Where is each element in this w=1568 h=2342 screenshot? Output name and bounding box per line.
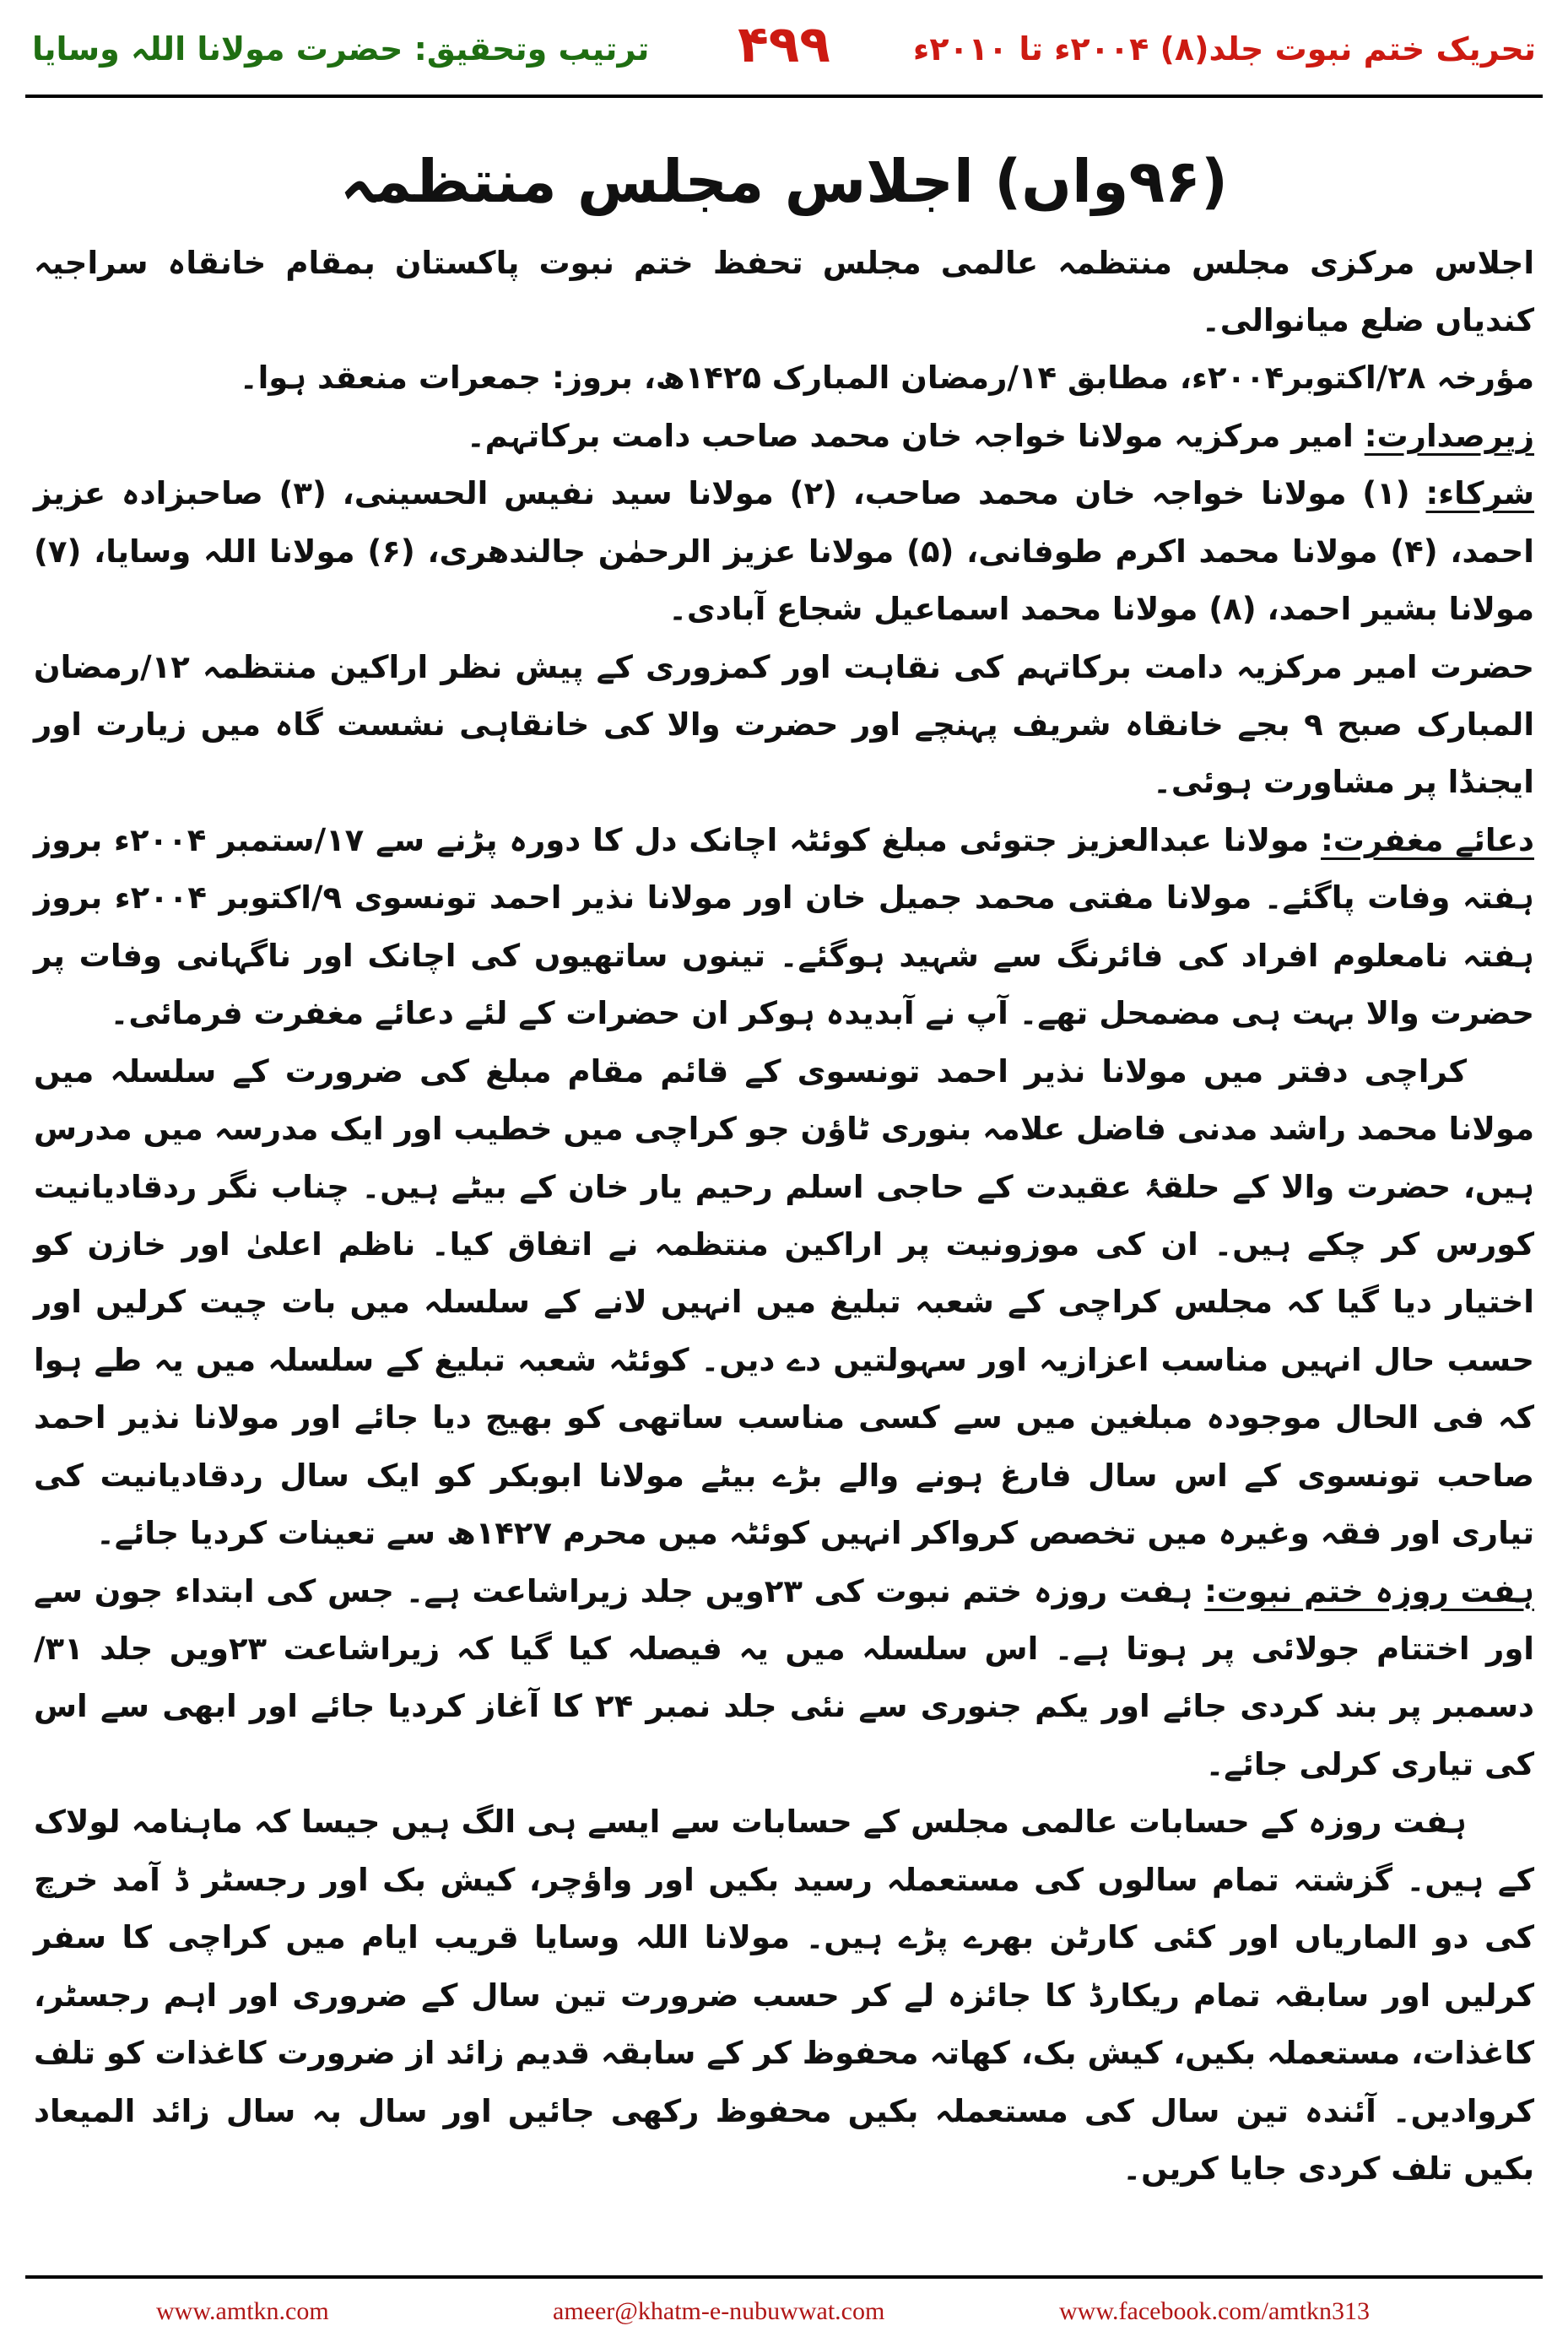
facebook-link[interactable]: www.facebook.com/amtkn313 <box>1059 2297 1370 2325</box>
paragraph-accounts <box>34 1793 1534 2198</box>
paragraph-label: ہفت روزہ ختم نبوت: <box>1204 1572 1534 1609</box>
header-author: ترتیب وتحقیق: حضرت مولانا اللہ وسایا <box>32 30 650 68</box>
website-link[interactable]: www.amtkn.com <box>156 2297 329 2325</box>
footer-divider <box>25 2275 1543 2279</box>
section-title: (۹۶واں) اجلاس مجلس منتظمہ <box>340 147 1228 216</box>
paragraph-venue <box>34 235 1534 350</box>
page-header <box>0 0 1568 114</box>
paragraph-label: زیرصدارت: <box>1364 417 1534 454</box>
paragraph-participants <box>34 465 1534 638</box>
paragraph-meeting-note <box>34 639 1534 812</box>
paragraph-label: شرکاء: <box>1425 475 1534 512</box>
email-link[interactable]: ameer@khatm-e-nubuwwat.com <box>553 2297 885 2325</box>
paragraph-text: کراچی دفتر میں مولانا نذیر احمد تونسوی کے قائم مقام مبلغ کی ضرورت کے سلسلہ میں مولانا محمد راشد مدنی فاضل علامہ بنوری ٹاؤن جو کراچی میں خطیب اور ایک مدرسہ میں مدرس ہیں، حضرت والا کے حلقۂ عقیدت کے حاجی اسلم رحیم یار خان کے بیٹے ہیں۔ چناب نگر ردقادیانیت کورس کر چکے ہیں۔ ان کی موزونیت پر اراکین منتظمہ نے اتفاق کیا۔ ناظم اعلیٰ اور خازن کو اختیار دیا گیا کہ مجلس کراچی کے شعبہ تبلیغ میں انہیں لانے کے سلسلہ میں بات چیت کرلیں اور حسب حال انہیں مناسب اعزازیہ اور سہولتیں دے دیں۔ کوئٹہ شعبہ تبلیغ کے سلسلہ میں یہ طے ہوا کہ فی الحال موجودہ مبلغین میں سے کسی مناسب ساتھی کو بھیج دیا جائے اور مولانا نذیر احمد صاحب تونسوی کے اس سال فارغ ہونے والے بڑے بیٹے مولانا ابوبکر کو ایک سال ردقادیانیت کی تیاری اور فقہ وغیرہ میں تخصص کرواکر انہیں کوئٹہ میں محرم ۱۴۲۷ھ سے تعینات کردیا جائے۔ <box>34 1052 1534 1552</box>
paragraph-text: مولانا عبدالعزیز جتوئی مبلغ کوئٹہ اچانک دل کا دورہ پڑنے سے ۱۷/ستمبر ۲۰۰۴ء بروز ہفتہ وفات پاگئے۔ مولانا مفتی محمد جمیل خان اور مولانا نذیر احمد تونسوی ۹/اکتوبر ۲۰۰۴ء بروز ہفتہ نامعلوم افراد کی فائرنگ سے شہید ہوگئے۔ تینوں ساتھیوں کی اچانک اور ناگہانی وفات پر حضرت والا بہت ہی مضمحل تھے۔ آپ نے آبدیدہ ہوکر ان حضرات کے لئے دعائے مغفرت فرمائی۔ <box>34 821 1534 1032</box>
page-number: ۴۹۹ <box>738 15 830 74</box>
paragraph-karachi-office <box>34 1043 1534 1563</box>
page-footer <box>0 2275 1568 2342</box>
paragraph-date <box>34 349 1534 407</box>
paragraph-text: ہفت روزہ ختم نبوت کی ۲۳ویں جلد زیراشاعت ہے۔ جس کی ابتداء جون سے اور اختتام جولائی پر ہوتا ہے۔ اس سلسلہ میں یہ فیصلہ کیا گیا کہ زیراشاعت ۲۳ویں جلد ۳۱/دسمبر پر بند کردی جائے اور یکم جنوری سے نئی جلد نمبر ۲۴ کا آغاز کردیا جائے اور ابھی سے اس کی تیاری کرلی جائے۔ <box>34 1572 1534 1782</box>
paragraph-prayer <box>34 812 1534 1043</box>
document-body <box>34 148 1534 2198</box>
paragraph-label: دعائے مغفرت: <box>1321 821 1534 858</box>
header-book-title: تحریک ختم نبوت جلد(۸) ۲۰۰۴ء تا ۲۰۱۰ء <box>912 30 1536 68</box>
header-divider <box>25 95 1543 98</box>
paragraph-text: حضرت امیر مرکزیہ دامت برکاتہم کی نقاہت اور کمزوری کے پیش نظر اراکین منتظمہ ۱۲/رمضان المبارک صبح ۹ بجے خانقاہ شریف پہنچے اور حضرت والا کی خانقاہی نشست گاہ میں زیارت اور ایجنڈا پر مشاورت ہوئی۔ <box>34 648 1534 801</box>
paragraph-weekly-magazine <box>34 1563 1534 1794</box>
paragraph-text: مؤرخہ ۲۸/اکتوبر۲۰۰۴ء، مطابق ۱۴/رمضان المبارک ۱۴۲۵ھ، بروز: جمعرات منعقد ہوا۔ <box>239 360 1534 397</box>
paragraph-text: (۱) مولانا خواجہ خان محمد صاحب، (۲) مولانا سید نفیس الحسینی، (۳) صاحبزادہ عزیز احمد، (۴) مولانا محمد اکرم طوفانی، (۵) مولانا عزیز الرحمٰن جالندھری، (۶) مولانا اللہ وسایا، (۷) مولانا بشیر احمد، (۸) مولانا محمد اسماعیل شجاع آبادی۔ <box>34 475 1534 628</box>
paragraph-text: ہفت روزہ کے حسابات عالمی مجلس کے حسابات سے ایسے ہی الگ ہیں جیسا کہ ماہنامہ لولاک کے ہیں۔ گزشتہ تمام سالوں کی مستعملہ رسید بکیں اور واؤچر، کیش بک اور رجسٹر ڈ آمد خرچ کی دو الماریاں اور کئی کارٹن بھرے پڑے ہیں۔ مولانا اللہ وسایا قریب ایام میں کراچی کا سفر کرلیں اور سابقہ تمام ریکارڈ کا جائزہ لے کر حسب ضرورت تین سال کے ضروری اور اہم رجسٹر، کاغذات، مستعملہ بکیں، کیش بک، کھاتہ محفوظ کر کے سابقہ قدیم زائد از ضرورت کاغذات کو تلف کروادیں۔ آئندہ تین سال کی مستعملہ بکیں محفوظ رکھی جائیں اور سال بہ سال زائد المیعاد بکیں تلف کردی جایا کریں۔ <box>34 1804 1534 2187</box>
paragraph-presidency <box>34 408 1534 465</box>
paragraph-text: امیر مرکزیہ مولانا خواجہ خان محمد صاحب دامت برکاتہم۔ <box>466 417 1365 454</box>
paragraph-text: اجلاس مرکزی مجلس منتظمہ عالمی مجلس تحفظ ختم نبوت پاکستان بمقام خانقاہ سراجیہ کندیاں ضلع میانوالی۔ <box>34 244 1534 338</box>
